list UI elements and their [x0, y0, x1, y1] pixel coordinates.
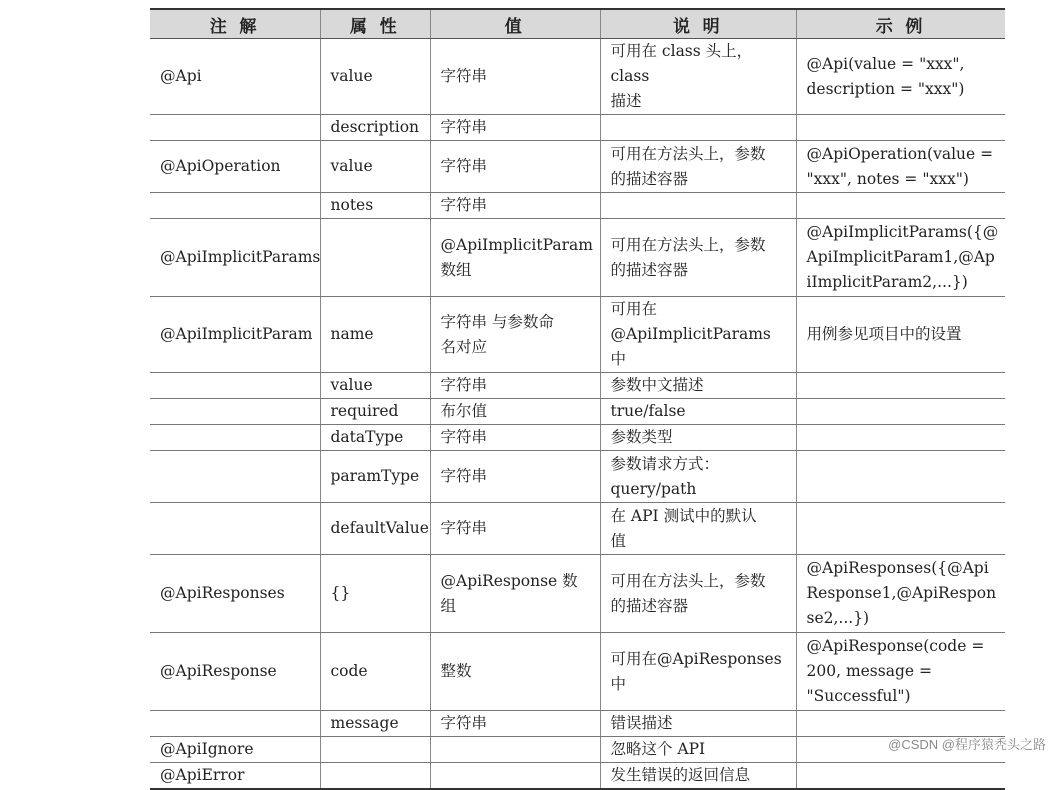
- cell-value-text: 整数: [440, 662, 472, 680]
- cell-attribute: [320, 763, 430, 790]
- annotation-table-container: [150, 8, 1005, 790]
- cell-attribute: [320, 115, 430, 141]
- cell-annotation: [150, 763, 320, 790]
- cell-attribute-text: code: [330, 662, 368, 680]
- header-attribute: 属 性: [320, 9, 430, 39]
- cell-value-text: 布尔值: [440, 402, 488, 420]
- cell-annotation: [150, 503, 320, 555]
- header-example: 示 例: [796, 9, 1005, 39]
- cell-description: [600, 503, 796, 555]
- cell-attribute: [320, 633, 430, 711]
- cell-description: [600, 141, 796, 193]
- cell-description: [600, 193, 796, 219]
- cell-example: [796, 711, 1005, 737]
- cell-annotation: [150, 141, 320, 193]
- cell-annotation: [150, 297, 320, 373]
- cell-description-text: 可用在 class 头上，class 描述: [610, 42, 753, 110]
- cell-description-text: 忽略这个 API: [610, 740, 706, 758]
- table-row: [150, 193, 1005, 219]
- cell-value: [430, 39, 600, 115]
- cell-attribute-text: message: [330, 714, 399, 732]
- cell-description-text: 可用在方法头上，参数 的描述容器: [610, 235, 766, 279]
- cell-value-text: 字符串: [440, 196, 488, 214]
- table-row: [150, 141, 1005, 193]
- cell-attribute-text: dataType: [330, 428, 404, 446]
- cell-attribute-text: paramType: [330, 467, 420, 485]
- cell-example: [796, 451, 1005, 503]
- cell-value-text: 字符串: [440, 428, 488, 446]
- cell-example-text: @ApiResponses({@Api Response1,@ApiRespon se2,...}): [806, 559, 997, 627]
- cell-description: [600, 555, 796, 633]
- cell-value: [430, 425, 600, 451]
- table-body: [150, 39, 1005, 790]
- cell-description-text: 错误描述: [610, 714, 673, 732]
- table-row: [150, 115, 1005, 141]
- cell-description-text: 可用在@ApiResponses 中: [610, 649, 782, 693]
- cell-example-text: @ApiOperation(value = "xxx", notes = "xxx"): [806, 144, 994, 188]
- cell-description-text: 可用在 @ApiImplicitParams 中: [610, 300, 771, 368]
- cell-description: [600, 115, 796, 141]
- cell-value-text: 字符串: [440, 376, 488, 394]
- cell-description: [600, 737, 796, 763]
- cell-annotation: [150, 39, 320, 115]
- table-row: [150, 39, 1005, 115]
- cell-annotation-text: @ApiOperation: [160, 157, 281, 175]
- cell-value: [430, 451, 600, 503]
- cell-value: [430, 711, 600, 737]
- cell-description-text: 参数中文描述: [610, 376, 704, 394]
- table-row: [150, 737, 1005, 763]
- header-description: 说 明: [600, 9, 796, 39]
- cell-description: [600, 711, 796, 737]
- cell-description: [600, 219, 796, 297]
- cell-attribute: [320, 193, 430, 219]
- cell-attribute: [320, 297, 430, 373]
- cell-example: [796, 39, 1005, 115]
- cell-description: [600, 763, 796, 790]
- cell-example: [796, 425, 1005, 451]
- cell-example: [796, 141, 1005, 193]
- cell-value-text: 字符串: [440, 519, 488, 537]
- cell-value: [430, 555, 600, 633]
- cell-example: [796, 503, 1005, 555]
- cell-description: [600, 373, 796, 399]
- cell-example: [796, 193, 1005, 219]
- table-row: [150, 399, 1005, 425]
- table-row: [150, 373, 1005, 399]
- cell-example-text: 用例参见项目中的设置: [806, 325, 962, 343]
- cell-annotation: [150, 399, 320, 425]
- cell-value-text: @ApiImplicitParam 数组: [440, 235, 593, 279]
- cell-attribute: [320, 451, 430, 503]
- table-row: [150, 219, 1005, 297]
- cell-annotation: [150, 373, 320, 399]
- cell-value-text: 字符串 与参数命 名对应: [440, 312, 554, 356]
- cell-attribute: [320, 425, 430, 451]
- cell-attribute: [320, 737, 430, 763]
- header-annotation: 注 解: [150, 9, 320, 39]
- cell-attribute: [320, 711, 430, 737]
- cell-annotation-text: @ApiResponses: [160, 584, 285, 602]
- cell-attribute-text: value: [330, 67, 373, 85]
- table-row: [150, 633, 1005, 711]
- cell-annotation: [150, 193, 320, 219]
- cell-value-text: 字符串: [440, 118, 488, 136]
- cell-annotation-text: @Api: [160, 67, 202, 85]
- cell-annotation: [150, 115, 320, 141]
- cell-annotation: [150, 711, 320, 737]
- cell-example: [796, 115, 1005, 141]
- table-row: [150, 425, 1005, 451]
- cell-example: [796, 219, 1005, 297]
- cell-annotation: [150, 737, 320, 763]
- cell-attribute: [320, 39, 430, 115]
- cell-value: [430, 737, 600, 763]
- cell-value: [430, 141, 600, 193]
- cell-attribute-text: defaultValue: [330, 519, 429, 537]
- cell-attribute: [320, 219, 430, 297]
- cell-example: [796, 399, 1005, 425]
- cell-attribute-text: name: [330, 325, 374, 343]
- cell-example: [796, 555, 1005, 633]
- cell-description-text: true/false: [610, 402, 686, 420]
- cell-example: [796, 373, 1005, 399]
- cell-annotation-text: @ApiImplicitParams: [160, 248, 320, 266]
- cell-example-text: @Api(value = "xxx", description = "xxx"): [806, 54, 965, 98]
- cell-value: [430, 373, 600, 399]
- cell-value-text: @ApiResponse 数 组: [440, 571, 578, 615]
- header-value: 值: [430, 9, 600, 39]
- cell-value: [430, 115, 600, 141]
- cell-attribute: [320, 399, 430, 425]
- cell-description-text: 可用在方法头上，参数 的描述容器: [610, 144, 766, 188]
- table-row: [150, 763, 1005, 790]
- cell-description-text: 发生错误的返回信息: [610, 766, 751, 784]
- cell-example: [796, 633, 1005, 711]
- cell-example: [796, 763, 1005, 790]
- cell-value: [430, 633, 600, 711]
- cell-description: [600, 633, 796, 711]
- table-row: [150, 711, 1005, 737]
- cell-annotation: [150, 425, 320, 451]
- cell-description: [600, 425, 796, 451]
- cell-description: [600, 39, 796, 115]
- cell-annotation: [150, 633, 320, 711]
- cell-value-text: 字符串: [440, 714, 488, 732]
- cell-value: [430, 219, 600, 297]
- cell-annotation: [150, 451, 320, 503]
- cell-attribute: [320, 373, 430, 399]
- cell-value: [430, 193, 600, 219]
- cell-description: [600, 451, 796, 503]
- cell-value-text: 字符串: [440, 467, 488, 485]
- cell-example-text: @ApiResponse(code = 200, message = "Successful"): [806, 637, 985, 705]
- cell-value-text: 字符串: [440, 157, 488, 175]
- cell-description-text: 参数请求方式： query/path: [610, 454, 720, 498]
- table-row: [150, 451, 1005, 503]
- swagger-annotation-table: [150, 8, 1005, 790]
- cell-attribute: [320, 141, 430, 193]
- cell-attribute: [320, 503, 430, 555]
- cell-attribute-text: value: [330, 157, 373, 175]
- cell-value-text: 字符串: [440, 67, 488, 85]
- cell-value: [430, 399, 600, 425]
- cell-annotation-text: @ApiResponse: [160, 662, 277, 680]
- cell-attribute-text: notes: [330, 196, 374, 214]
- cell-description: [600, 399, 796, 425]
- watermark: @CSDN @程序猿秃头之路: [888, 737, 1046, 752]
- cell-attribute-text: description: [330, 118, 420, 136]
- cell-attribute: [320, 555, 430, 633]
- cell-example: [796, 297, 1005, 373]
- table-row: [150, 503, 1005, 555]
- table-row: [150, 555, 1005, 633]
- cell-value: [430, 763, 600, 790]
- cell-value: [430, 503, 600, 555]
- cell-annotation-text: @ApiImplicitParam: [160, 325, 313, 343]
- cell-annotation-text: @ApiIgnore: [160, 740, 254, 758]
- cell-example-text: @ApiImplicitParams({@ ApiImplicitParam1,@Ap iImplicitParam2,...}): [806, 223, 999, 291]
- cell-annotation: [150, 219, 320, 297]
- table-header-row: [150, 9, 1005, 39]
- cell-description: [600, 297, 796, 373]
- cell-description-text: 可用在方法头上，参数 的描述容器: [610, 571, 766, 615]
- cell-attribute-text: required: [330, 402, 399, 420]
- cell-value: [430, 297, 600, 373]
- cell-attribute-text: value: [330, 376, 373, 394]
- cell-attribute-text: {}: [330, 584, 351, 602]
- cell-description-text: 参数类型: [610, 428, 673, 446]
- cell-description-text: 在 API 测试中的默认 值: [610, 506, 757, 550]
- cell-annotation: [150, 555, 320, 633]
- table-row: [150, 297, 1005, 373]
- cell-annotation-text: @ApiError: [160, 766, 245, 784]
